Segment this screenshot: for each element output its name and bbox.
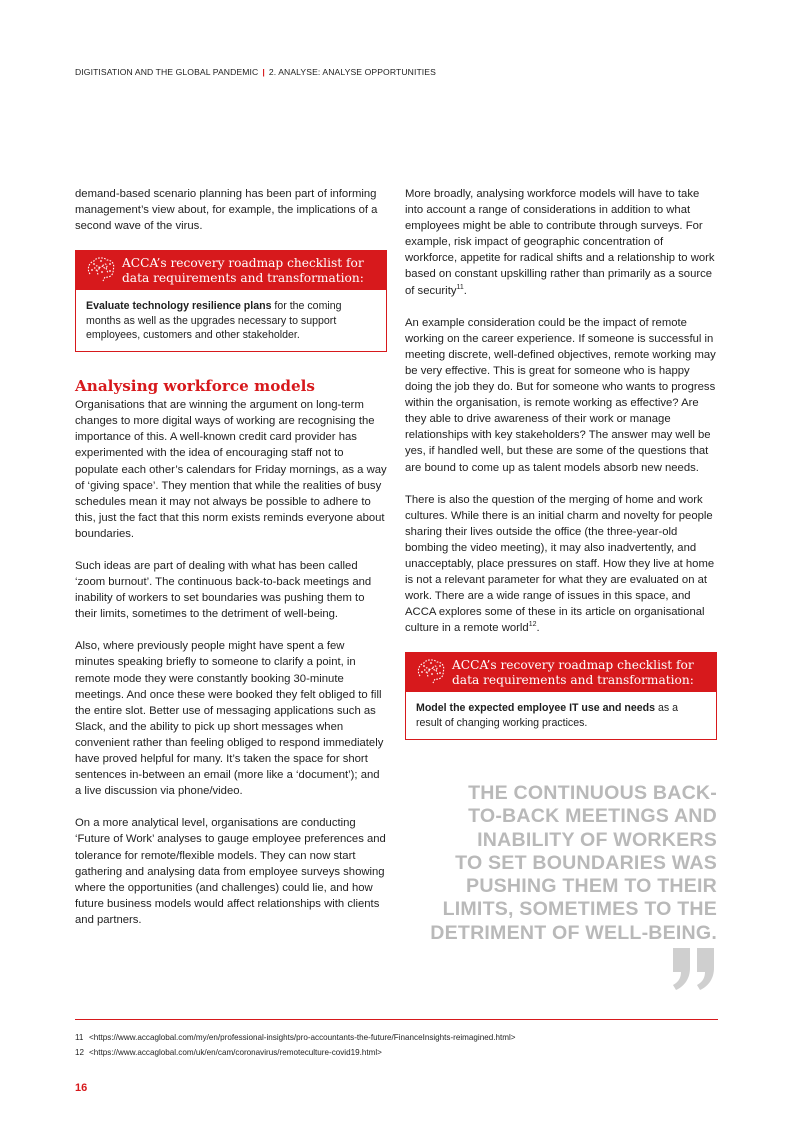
network-brain-icon — [416, 658, 446, 684]
paragraph-text: More broadly, analysing workforce models will have to take into account a range of considerations in addition to what employees might be able to contribute through surveys. For example, risk impact of geographic concentration of workforce, appetite for radical shifts and a relationship to work based on constant upskilling rather than primarily as a source of security — [405, 188, 715, 297]
footnote-ref[interactable]: 11 — [456, 283, 464, 291]
body-paragraph: An example consideration could be the impact of remote working on the career experience. If someone is successful in meeting discrete, well-defined objectives, remote working may be very effective. This is great for someone who is happy doing the job they do. But for someone who wants to progress within the organisation, is remote working as effective? Are they able to drive awareness of their work or manage relationships with key stakeholders? The answer may well be yes, if handled well, but these are some of the questions that are bound to come up as talent models absorb new needs. — [405, 316, 716, 474]
callout-title-line1: ACCA’s recovery roadmap checklist for — [452, 658, 694, 673]
running-header — [75, 67, 436, 77]
section-heading: Analysing workforce models — [75, 377, 315, 396]
callout-bold-lead: Model the expected employee IT use and needs — [416, 702, 656, 715]
header-right: 2. ANALYSE: ANALYSE OPPORTUNITIES — [268, 67, 436, 77]
pull-quote-line: TO SET BOUNDARIES WAS — [455, 851, 717, 874]
callout-title-bar — [406, 653, 716, 692]
footnote-number: 12 — [75, 1047, 85, 1057]
callout-body — [406, 692, 716, 739]
body-paragraph — [405, 186, 717, 299]
pull-quote — [405, 782, 717, 945]
closing-quote-icon — [670, 948, 718, 990]
callout-text: as a result of changing working practices. — [416, 702, 678, 729]
callout-text: for the coming months as well as the upgrades necessary to support employees, customers and other stakeholder. — [86, 300, 342, 341]
pull-quote-line: TO-BACK MEETINGS AND — [468, 805, 717, 828]
body-paragraph — [405, 492, 717, 637]
footnote-link[interactable]: <https://www.accaglobal.com/uk/en/cam/coronavirus/remoteculture-covid19.html> — [89, 1047, 382, 1057]
right-column — [405, 186, 717, 764]
callout-bold-lead: Evaluate technology resilience plans — [86, 300, 272, 313]
header-left: DIGITISATION AND THE GLOBAL PANDEMIC — [75, 67, 259, 77]
callout-title-bar — [76, 251, 386, 290]
pull-quote-line: DETRIMENT OF WELL-BEING. — [430, 921, 717, 944]
footnote-ref[interactable]: 12 — [528, 621, 537, 629]
footnotes — [75, 1031, 515, 1060]
callout-title-line2: data requirements and transformation: — [452, 672, 694, 687]
paragraph-end: . — [463, 284, 467, 297]
footnote — [75, 1046, 515, 1061]
body-paragraph: Also, where previously people might have spent a few minutes speaking briefly to someone to clarify a point, in remote mode they were constantly booking 30-minute meetings. And once these were booked they felt obliged to fill the entire slot. Better use of messaging applications such as Slack, and the ability to pick up short messages when convenient rather than feeling obliged to respond immediately have proved helpful for many. It’s taken the space for short sentences in-between an email (more like a ‘document’); and a live discussion via phone/video. — [75, 640, 384, 798]
callout-title-line1: ACCA’s recovery roadmap checklist for — [122, 256, 364, 271]
pull-quote-line: PUSHING THEM TO THEIR — [466, 875, 717, 898]
body-paragraph: Such ideas are part of dealing with what has been called ‘zoom burnout’. The continuous back-to-back meetings and inability of workers to set boundaries was pushing them to their limits, sometimes to the detriment of well-being. — [75, 560, 372, 621]
page-number: 16 — [75, 1082, 88, 1094]
callout-body — [76, 290, 386, 351]
header-separator: | — [262, 67, 265, 77]
left-column — [75, 186, 387, 944]
pull-quote-line: LIMITS, SOMETIMES TO THE — [442, 898, 717, 921]
callout-title-line2: data requirements and transformation: — [122, 270, 364, 285]
intro-paragraph: demand-based scenario planning has been part of informing management’s view about, for example, the implications of a second wave of the virus. — [75, 188, 378, 233]
footnote — [75, 1031, 515, 1046]
paragraph-text: There is also the question of the merging of home and work cultures. While there is an initial charm and novelty for people sharing their lives outside the office (the three-year-old bombing the video meeting), it may also inadvertently, and unacceptably, place pressures on staff. How they live at home is not a relevant parameter for what they are evaluated on at work. There are a wide range of issues in this space, and ACCA explores some of these in its article on organisational culture in a remote world — [405, 493, 715, 635]
network-brain-icon — [86, 256, 116, 282]
body-paragraph: On a more analytical level, organisations are conducting ‘Future of Work’ analyses to gauge employee preferences and tolerance for remote/flexible models. They can now start gathering and analysing data from employee surveys showing where the opportunities (and challenges) could lie, and how future business models would affect relationships with clients and partners. — [75, 817, 386, 926]
checklist-callout — [75, 250, 387, 352]
pull-quote-line: INABILITY OF WORKERS — [477, 828, 717, 851]
body-paragraph: Organisations that are winning the argument on long-term changes to more digital ways of working are recognising the importance of this. A well-known credit card provider has experimented with the idea of encouraging staff not to populate each other’s calendars for Friday mornings, as a way of ‘giving space’. They mention that while the realities of busy schedules mean it may not always be possible to adhere to this, just the fact that this norm exists reminds everyone about boundaries. — [75, 399, 387, 540]
pull-quote-line: THE CONTINUOUS BACK- — [468, 782, 717, 804]
paragraph-end: . — [536, 622, 540, 635]
footnote-link[interactable]: <https://www.accaglobal.com/my/en/professional-insights/pro-accountants-the-future/FinanceInsights-reimagined.html> — [89, 1033, 516, 1042]
checklist-callout — [405, 652, 717, 740]
footnote-divider — [75, 1019, 718, 1020]
footnote-number: 11 — [75, 1033, 84, 1042]
